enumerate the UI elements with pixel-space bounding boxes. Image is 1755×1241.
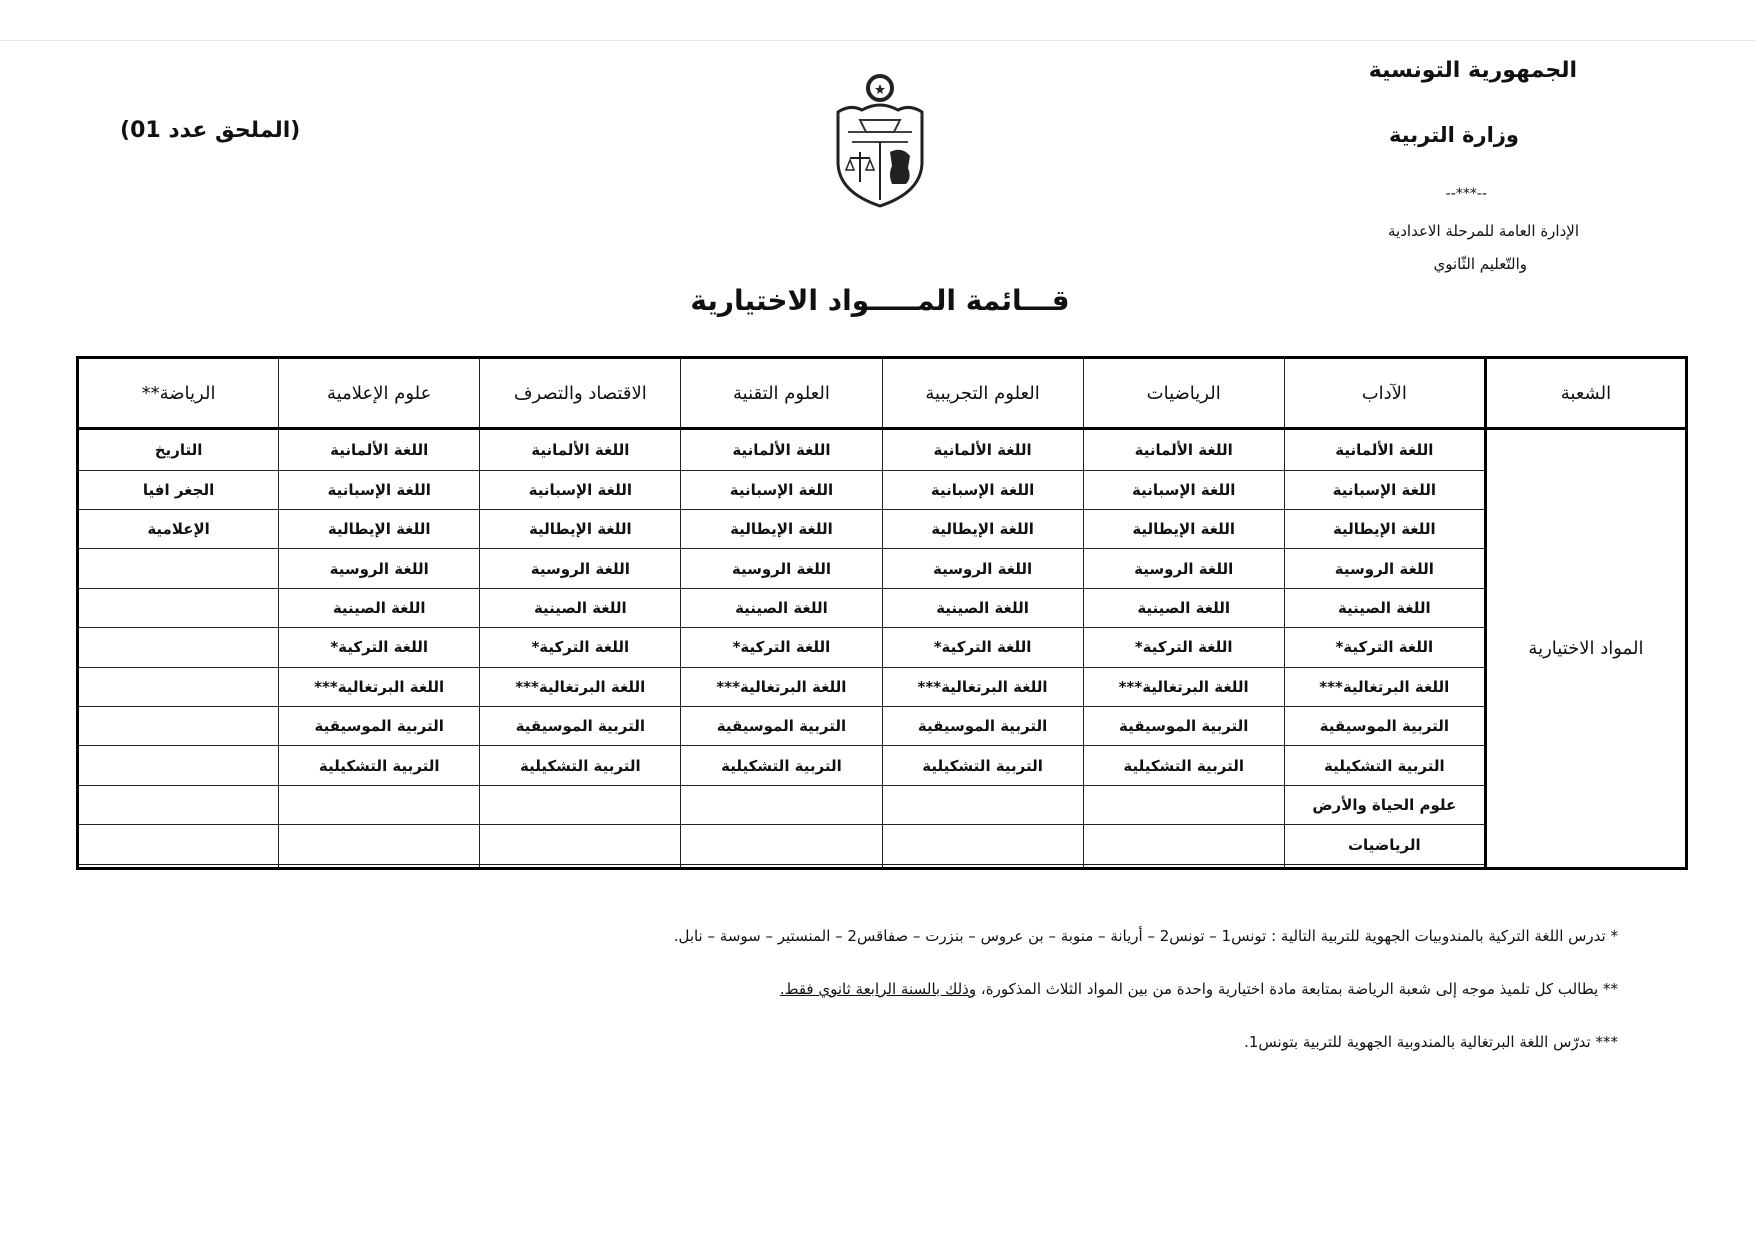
subject-cell: اللغة الإيطالية xyxy=(1083,509,1284,548)
table-row xyxy=(78,746,1687,785)
subject-cell: اللغة الصينية xyxy=(681,588,882,627)
footnote-sport-text: ** يطالب كل تلميذ موجه إلى شعبة الرياضة بمتابعة مادة اختيارية واحدة من بين المواد الثلاث المذكورة، xyxy=(976,980,1618,998)
column-header: الآداب xyxy=(1284,358,1485,429)
branch-column-header: الشعبة xyxy=(1485,358,1686,429)
subject-cell xyxy=(78,785,279,824)
subject-cell: التربية الموسيقية xyxy=(279,707,480,746)
subject-cell xyxy=(882,825,1083,864)
annex-label: (الملحق عدد 01) xyxy=(120,118,301,143)
subject-cell: اللغة الصينية xyxy=(1083,588,1284,627)
subject-cell xyxy=(882,864,1083,868)
subject-cell: الإعلامية xyxy=(78,509,279,548)
subject-cell: اللغة الروسية xyxy=(1083,549,1284,588)
optional-subjects-table xyxy=(76,356,1688,870)
subject-cell: اللغة الصينية xyxy=(480,588,681,627)
subject-cell xyxy=(78,549,279,588)
subject-cell xyxy=(480,825,681,864)
subject-cell xyxy=(882,785,1083,824)
subject-cell: التربية الموسيقية xyxy=(1083,707,1284,746)
subject-cell: اللغة الروسية xyxy=(681,549,882,588)
subject-cell xyxy=(681,864,882,868)
subject-cell: اللغة التركية* xyxy=(882,628,1083,667)
scan-edge-line xyxy=(0,40,1755,41)
subject-cell xyxy=(78,746,279,785)
subject-cell: التربية التشكيلية xyxy=(1284,746,1485,785)
subject-cell xyxy=(480,785,681,824)
table-row xyxy=(78,628,1687,667)
subject-cell: التربية التشكيلية xyxy=(681,746,882,785)
subject-cell: اللغة الإسبانية xyxy=(882,470,1083,509)
subject-cell: اللغة الألمانية xyxy=(1083,429,1284,471)
coat-of-arms-icon xyxy=(830,70,930,210)
subject-cell: اللغة الصينية xyxy=(279,588,480,627)
optional-subjects-row-label: المواد الاختيارية xyxy=(1485,429,1686,869)
subject-cell xyxy=(279,864,480,868)
ministry-name: وزارة التربية xyxy=(1388,123,1519,147)
subject-cell xyxy=(78,667,279,706)
subject-cell: اللغة الروسية xyxy=(279,549,480,588)
subject-cell: اللغة الإسبانية xyxy=(1083,470,1284,509)
subject-cell: التربية الموسيقية xyxy=(480,707,681,746)
directorate-line-2: والتّعليم الثّانوي xyxy=(1433,255,1527,273)
subject-cell: اللغة الإيطالية xyxy=(681,509,882,548)
subject-cell xyxy=(1083,785,1284,824)
subject-cell xyxy=(1284,864,1485,868)
subject-cell: اللغة الإيطالية xyxy=(882,509,1083,548)
subject-cell: اللغة البرتغالية*** xyxy=(1083,667,1284,706)
subject-cell: اللغة البرتغالية*** xyxy=(1284,667,1485,706)
subject-cell: علوم الحياة والأرض xyxy=(1284,785,1485,824)
footnote-portuguese: *** تدرّس اللغة البرتغالية بالمندوبية الجهوية للتربية بتونس1. xyxy=(1244,1033,1618,1051)
subject-cell xyxy=(681,785,882,824)
subject-cell: اللغة الإسبانية xyxy=(279,470,480,509)
subject-cell: التربية الموسيقية xyxy=(882,707,1083,746)
subject-cell: اللغة الإيطالية xyxy=(480,509,681,548)
table-row xyxy=(78,509,1687,548)
subject-cell: اللغة الألمانية xyxy=(480,429,681,471)
subject-cell: اللغة الإسبانية xyxy=(1284,470,1485,509)
subject-cell: اللغة الصينية xyxy=(882,588,1083,627)
table-row xyxy=(78,549,1687,588)
column-header: الاقتصاد والتصرف xyxy=(480,358,681,429)
subject-cell: التربية التشكيلية xyxy=(1083,746,1284,785)
subject-cell: اللغة البرتغالية*** xyxy=(480,667,681,706)
subject-cell: اللغة الإيطالية xyxy=(279,509,480,548)
table-row xyxy=(78,825,1687,864)
column-header: الرياضة** xyxy=(78,358,279,429)
header-separator: --***-- xyxy=(1445,186,1487,202)
column-header: العلوم التجريبية xyxy=(882,358,1083,429)
table-row xyxy=(78,785,1687,824)
subject-cell: اللغة الألمانية xyxy=(1284,429,1485,471)
subject-cell: التربية التشكيلية xyxy=(882,746,1083,785)
subject-cell: اللغة التركية* xyxy=(480,628,681,667)
column-header: علوم الإعلامية xyxy=(279,358,480,429)
subject-cell: التربية التشكيلية xyxy=(480,746,681,785)
subject-cell: اللغة الروسية xyxy=(1284,549,1485,588)
subject-cell xyxy=(279,785,480,824)
subject-cell: اللغة الألمانية xyxy=(882,429,1083,471)
subject-cell: اللغة الروسية xyxy=(480,549,681,588)
table-row xyxy=(78,588,1687,627)
subject-cell xyxy=(78,628,279,667)
document-title: قـــائمة المـــــواد الاختيارية xyxy=(690,284,1070,317)
subject-cell xyxy=(78,864,279,868)
subject-cell xyxy=(78,825,279,864)
subject-cell: اللغة التركية* xyxy=(1284,628,1485,667)
footnote-turkish: * تدرس اللغة التركية بالمندوبيات الجهوية للتربية التالية : تونس1 – تونس2 – أريانة – منوبة – بن عروس – بنزرت – صفاقس2 – المنستير – سوسة – نابل. xyxy=(673,927,1618,945)
subject-cell xyxy=(681,825,882,864)
subject-cell xyxy=(78,588,279,627)
footnote-sport xyxy=(318,978,1618,1000)
subject-cell xyxy=(1083,864,1284,868)
subject-cell: اللغة الإيطالية xyxy=(1284,509,1485,548)
subject-cell: اللغة الصينية xyxy=(1284,588,1485,627)
subject-cell: اللغة الإسبانية xyxy=(480,470,681,509)
table-header-row xyxy=(78,358,1687,429)
table-row xyxy=(78,707,1687,746)
footnote-sport-emphasis: وذلك بالسنة الرابعة ثانوي فقط. xyxy=(779,980,977,998)
subject-cell: اللغة التركية* xyxy=(1083,628,1284,667)
country-name: الجمهورية التونسية xyxy=(1368,58,1577,83)
footnotes xyxy=(318,925,1618,1084)
subject-cell: التربية الموسيقية xyxy=(681,707,882,746)
subject-cell xyxy=(279,825,480,864)
table-row xyxy=(78,470,1687,509)
subject-cell: اللغة البرتغالية*** xyxy=(279,667,480,706)
subject-cell: التربية الموسيقية xyxy=(1284,707,1485,746)
subject-cell: التربية التشكيلية xyxy=(279,746,480,785)
column-header: العلوم التقنية xyxy=(681,358,882,429)
subject-cell: اللغة التركية* xyxy=(681,628,882,667)
table-row xyxy=(78,667,1687,706)
table-row xyxy=(78,429,1687,471)
subject-cell: اللغة الإسبانية xyxy=(681,470,882,509)
subject-cell: اللغة البرتغالية*** xyxy=(882,667,1083,706)
subject-cell: اللغة الألمانية xyxy=(279,429,480,471)
directorate-line-1: الإدارة العامة للمرحلة الاعدادية xyxy=(1388,222,1579,240)
subject-cell xyxy=(78,707,279,746)
subject-cell: اللغة الروسية xyxy=(882,549,1083,588)
table-row xyxy=(78,864,1687,868)
subject-cell: اللغة البرتغالية*** xyxy=(681,667,882,706)
subject-cell xyxy=(1083,825,1284,864)
column-header: الرياضيات xyxy=(1083,358,1284,429)
subject-cell: اللغة التركية* xyxy=(279,628,480,667)
subject-cell xyxy=(480,864,681,868)
subject-cell: اللغة الألمانية xyxy=(681,429,882,471)
subject-cell: التاريخ xyxy=(78,429,279,471)
subject-cell: الرياضيات xyxy=(1284,825,1485,864)
subject-cell: الجغر افيا xyxy=(78,470,279,509)
